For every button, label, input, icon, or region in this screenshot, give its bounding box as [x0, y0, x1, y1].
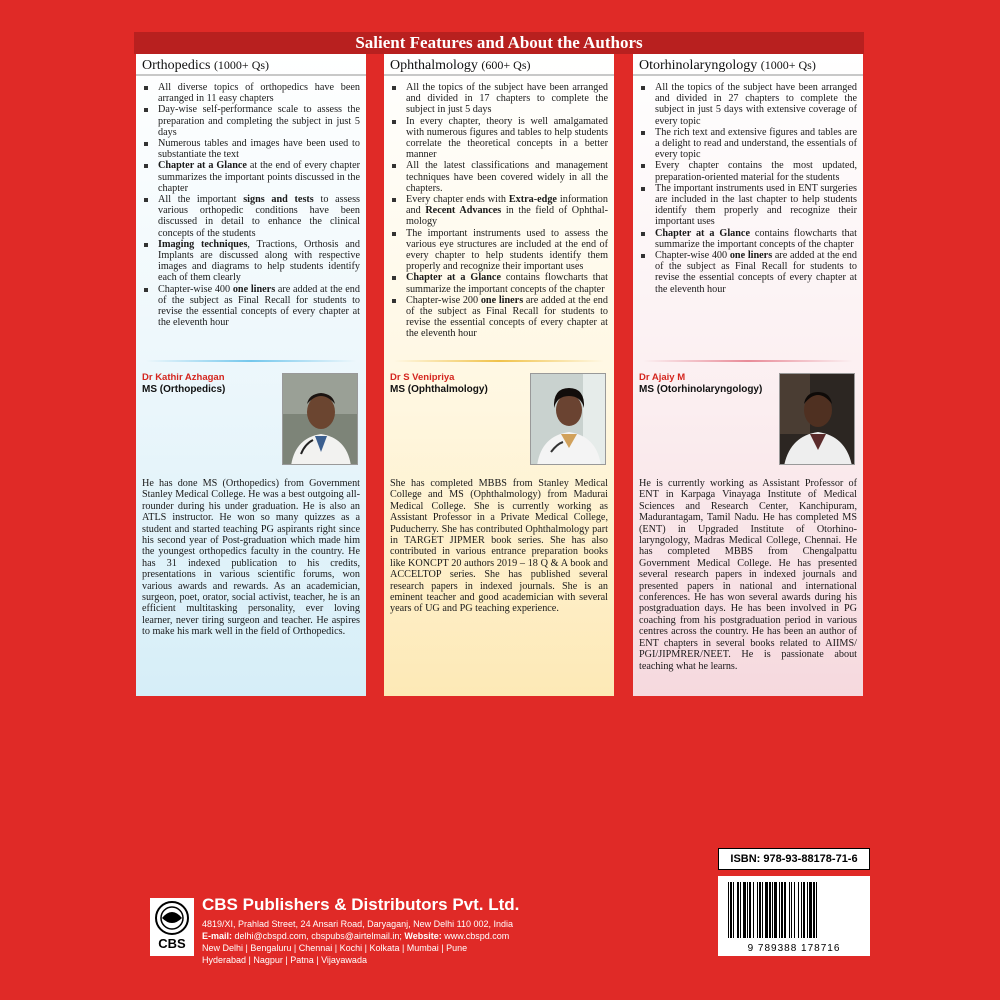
feature-item: [639, 160, 857, 182]
barcode-bar: [749, 882, 751, 938]
feature-item: [390, 295, 608, 340]
author-name: Dr S Venipriya: [390, 372, 455, 383]
feature-text: The important instruments used in ENT surgeries are included in the last chapter to help students identify them properly and recognize their important uses: [655, 182, 857, 228]
feature-item: [390, 160, 608, 194]
feature-text: The rich text and extensive figures and tables are a delight to read and understand, the essentials of every topic: [655, 126, 857, 161]
subject-title: Orthopedics: [142, 58, 211, 73]
email-value: delhi@cbspd.com, cbspubs@airtelmail.in;: [234, 931, 402, 941]
barcode-bar: [813, 882, 815, 938]
feature-item: [390, 194, 608, 228]
feature-text: , Tractions, Orthosis and Implants are discussed along with respective images and diagrams to help students identify each of them clearly: [158, 238, 360, 284]
column-orthopedics: [136, 54, 366, 696]
barcode-bar: [737, 882, 739, 938]
column-otorhinolaryngology: [633, 54, 863, 696]
feature-emphasis: one liners: [480, 294, 524, 306]
section-divider: [643, 360, 853, 362]
subject-title: Otorhinolaryngology: [639, 58, 758, 73]
feature-list: [136, 76, 366, 328]
feature-text: are added at the end of the subject as Final Recall for students to revise the essential concepts of every chapter at the eleventh hour: [655, 250, 857, 295]
column-ophthalmology: [384, 54, 614, 696]
author-photo: [530, 373, 606, 465]
feature-list: [633, 76, 863, 295]
feature-emphasis: Chapter at a Glance: [406, 272, 501, 284]
feature-text: Chapter-wise 400: [655, 250, 730, 262]
publisher-contact: [202, 931, 509, 941]
feature-text: All the topics of the subject have been arranged and divided in 17 chapters to complete the subject in just 5 days: [406, 82, 608, 116]
feature-item: [142, 284, 360, 329]
feature-item: [142, 138, 360, 160]
section-divider: [394, 360, 604, 362]
feature-text: information and: [406, 194, 608, 217]
question-count: (1000+ Qs): [213, 58, 270, 72]
feature-item: [390, 116, 608, 161]
feature-item: [142, 104, 360, 138]
barcode-bar: [733, 882, 734, 938]
publisher-logo: [150, 898, 194, 956]
feature-text: are added at the end of the subject as Final Recall for students to revise the essential concepts of every chapter at the eleventh hour: [158, 283, 360, 329]
feature-item: [142, 194, 360, 239]
question-count: (1000+ Qs): [760, 58, 816, 72]
barcode-bar: [772, 882, 773, 938]
feature-text: Numerous tables and images have been used to substantiate the text: [158, 138, 360, 161]
feature-emphasis: one liners: [232, 283, 276, 295]
isbn-label: ISBN: 978-93-88178-71-6: [718, 848, 870, 870]
subject-title: Ophthalmology: [390, 58, 478, 73]
barcode-bar: [784, 882, 786, 938]
author-bio: She has completed MBBS from Stanley Medical College and MS (Ophthalmology) from Madurai Medical College. She is currently working as Assistant Professor in a Private Medical College, Puducherry. She has contributed Ophthalmology part in TARGET JIPMER book series. She has also contributed in various entrance preparation books like KONCPT 20 authors 2019 – 18 Q & A book and ACCELTOP series. She has published several research papers in indexed journals. She is an eminent teacher and good academician with several years of UG and PG teaching experience.: [390, 478, 608, 615]
feature-text: All the topics of the subject have been arranged and divided in 27 chapters to complete the subject in just 5 days with extensive coverage of every topic: [655, 82, 857, 127]
feature-item: [390, 272, 608, 294]
feature-text: Day-wise self-performance scale to assess the preparation and completing the subject in just 5 days: [158, 104, 360, 138]
feature-item: [639, 82, 857, 127]
barcode-bar: [743, 882, 746, 938]
column-heading: [633, 54, 863, 76]
feature-item: [639, 228, 857, 250]
feature-text: The important instruments used to assess the various eye structures are included at the end of every chapter to help students identify them properly and recognize their important uses: [406, 227, 608, 273]
barcode-bar: [765, 882, 768, 938]
banner-title: Salient Features and About the Authors: [134, 32, 864, 54]
publisher-name: CBS Publishers & Distributors Pvt. Ltd.: [202, 895, 520, 914]
barcode-bar: [740, 882, 741, 938]
author-degree: MS (Ophthalmology): [390, 384, 488, 395]
barcode-bar: [730, 882, 732, 938]
feature-text: contains flowcharts that summarize the important concepts of the chapter: [406, 272, 608, 295]
question-count: (600+ Qs): [481, 58, 531, 72]
feature-text: All the latest classifications and management techniques have been covered widely in all the chapters.: [406, 160, 608, 194]
feature-emphasis: Imaging techniques: [158, 238, 248, 250]
barcode-bar: [728, 882, 729, 938]
feature-text: in the field of Ophthal-mology: [406, 205, 608, 228]
barcode-bar: [759, 882, 761, 938]
barcode-bar: [747, 882, 748, 938]
feature-text: In every chapter, theory is well amalgamated with numerous figures and tables to help students correlate the theoretical concepts in a better manner: [406, 115, 608, 161]
barcode-bar: [789, 882, 790, 938]
feature-text: contains flowcharts that summarize the important concepts of the chapter: [655, 227, 857, 250]
author-bio: He has done MS (Orthopedics) from Government Stanley Medical College. He was a best outgoing all-rounder during his under graduation. He is also an ATLS instructor. He won so many quizzes as a student and started teaching PG aspirants right since his second year of Post-graduation which made him the youngest orthopedics faculty in the country. He has 31 indexed publication to his credits, presentations in various scientific forums, won various awards and rewards. As an academician, surgeon, poet, orator, social activist, teacher, he is an efficient multitasking personality, ever loving learner, never tiring surgeon and teacher. He aspires to make his mark well in the field of Orthopedics.: [142, 478, 360, 638]
barcode-bar: [801, 882, 802, 938]
feature-text: Every chapter contains the most updated, preparation-oriented material for the students: [655, 160, 857, 183]
section-divider: [146, 360, 356, 362]
feature-emphasis: Chapter at a Glance: [655, 227, 750, 239]
barcode-bar: [769, 882, 771, 938]
feature-item: [639, 250, 857, 295]
feature-text: at the end of every chapter summarizes the important points discussed in the chapter: [158, 160, 361, 194]
author-degree: MS (Orthopedics): [142, 384, 226, 395]
barcode-bar: [757, 882, 758, 938]
feature-item: [639, 127, 857, 161]
barcode-bar: [794, 882, 795, 938]
feature-text: All the important: [158, 194, 244, 206]
author-name: Dr Kathir Azhagan: [142, 372, 225, 383]
feature-text: All diverse topics of orthopedics have been arranged in 11 easy chapters: [158, 82, 360, 105]
author-photo: [282, 373, 358, 465]
author-bio: He is currently working as Assistant Professor of ENT in Karpaga Vinayaga Institute of Medical Sciences and Research Center, Kanchipuram, Madurantagam, Tamil Nadu. He has completed MS (ENT) in Upgraded Institute of Otorhino-laryngology, Madras Medical College, Chennai. He has completed MBBS from Chengalpattu Government Medical College. He has presented several research papers in indexed journals and presented papers in national and international conferences. He has won several awards during his postgraduation days. He has been involved in PG coaching from his postgraduation period in various centres across the country. He has been an author of ENT chapters in several books related to AIIMS/ PGI/JIPMRER/NEET. He is passionate about teaching what he learns.: [639, 478, 857, 672]
barcode: [718, 876, 870, 956]
barcode-bar: [807, 882, 808, 938]
feature-emphasis: Recent Advances: [425, 205, 502, 217]
feature-item: [639, 183, 857, 228]
feature-emphasis: signs and tests: [243, 194, 314, 206]
feature-emphasis: one liners: [729, 250, 773, 262]
barcode-bar: [774, 882, 777, 938]
website-value: www.cbspd.com: [444, 931, 510, 941]
publisher-cities: New Delhi | Bengaluru | Chennai | Kochi | Kolkata | Mumbai | Pune: [202, 943, 468, 953]
barcode-digits: 9 789388 178716: [747, 943, 841, 954]
barcode-bar: [816, 882, 817, 938]
column-heading: [136, 54, 366, 76]
publisher-address: 4819/XI, Prahlad Street, 24 Ansari Road, Daryaganj, New Delhi 110 002, India: [202, 919, 514, 929]
author-name: Dr Ajaiy M: [639, 372, 686, 383]
feature-text: Chapter-wise 200: [406, 294, 481, 306]
barcode-bar: [762, 882, 763, 938]
barcode-bar: [791, 882, 792, 938]
barcode-bar: [809, 882, 812, 938]
feature-item: [142, 160, 360, 194]
publisher-cities-2: Hyderabad | Nagpur | Patna | Vijayawada: [202, 955, 367, 965]
email-label: E-mail:: [202, 931, 233, 941]
barcode-bar: [803, 882, 805, 938]
feature-item: [142, 82, 360, 104]
feature-item: [142, 239, 360, 284]
barcode-bars: [718, 876, 870, 942]
barcode-bar: [781, 882, 783, 938]
author-photo: [779, 373, 855, 465]
feature-text: are added at the end of the subject as Final Recall for students to revise the essential concepts of every chapter at the eleventh hour: [406, 294, 608, 340]
author-degree: MS (Otorhinolaryngology): [639, 384, 763, 395]
barcode-bar: [779, 882, 780, 938]
barcode-bar: [753, 882, 754, 938]
feature-text: Every chapter ends with: [406, 194, 509, 206]
feature-list: [384, 76, 614, 340]
feature-text: Chapter-wise 400: [158, 283, 233, 295]
feature-item: [390, 228, 608, 273]
feature-text: to assess various orthopedic conditions have been discussed in detail to enhance the clinical concepts of the students: [158, 194, 361, 239]
feature-emphasis: Extra-edge: [508, 194, 557, 206]
publisher-logo-text: CBS: [158, 936, 186, 951]
feature-emphasis: Chapter at a Glance: [158, 160, 247, 172]
feature-item: [390, 82, 608, 116]
column-heading: [384, 54, 614, 76]
barcode-bar: [798, 882, 799, 938]
website-label: Website:: [404, 931, 442, 941]
